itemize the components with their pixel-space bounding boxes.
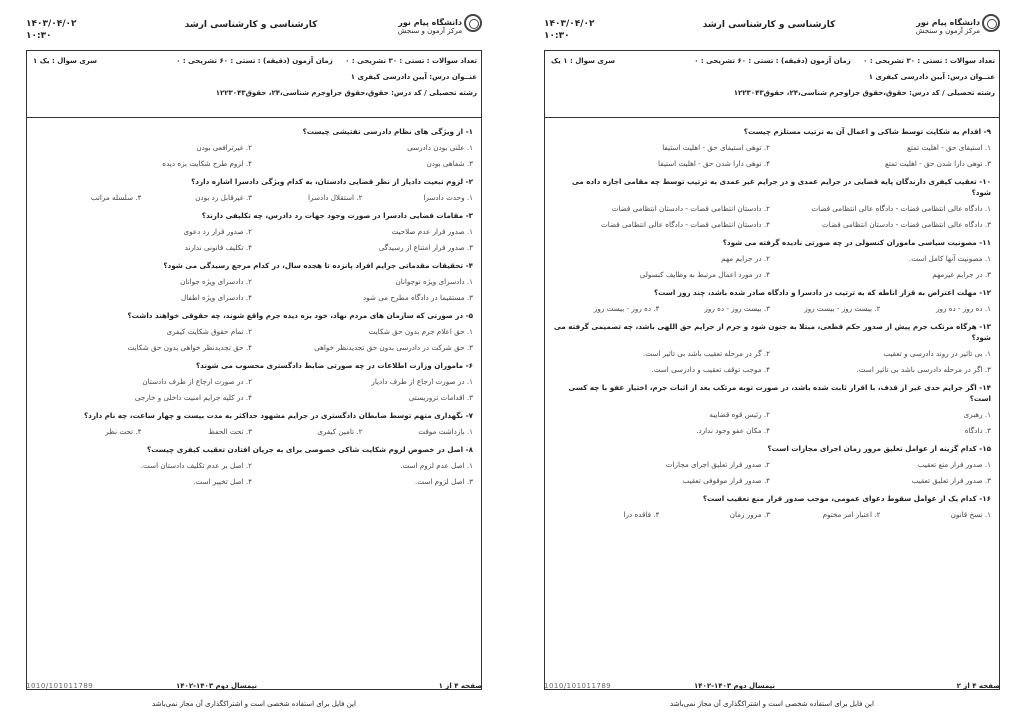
question-list bbox=[27, 118, 481, 486]
question-text: ۱۰- تعقیب کیفری دارندگان پایه قضایی در جرایم عمدی و در جرایم غیر عمدی به ترتیب توسط چه مقامی اجازه داده می شود؟ bbox=[571, 177, 991, 197]
answer-option: ۴. در کلیه جرایم امنیت داخلی و خارجی bbox=[134, 393, 252, 402]
answer-option: ۴. تحت نظر bbox=[105, 427, 142, 436]
answer-option: ۱. دادسرای ویژه نوجوانان bbox=[395, 277, 473, 286]
question-list bbox=[545, 118, 999, 519]
answer-option: ۱. اصل عدم لزوم است. bbox=[400, 461, 473, 470]
answer-option: ۳. در جرایم غیرمهم bbox=[932, 270, 991, 279]
answer-option: ۴. صدور قرار موقوفی تعقیب bbox=[682, 476, 770, 485]
answer-option: ۱. بازداشت موقت bbox=[418, 427, 473, 436]
question-text: ۱۵- کدام گزینه از عوامل تعلیق مرور زمان اجرای مجازات است؟ bbox=[767, 444, 991, 453]
answer-option: ۴. لزوم طرح شکایت بزه دیده bbox=[162, 159, 252, 168]
answer-option: ۱. حق اعلام جرم بدون حق شکایت bbox=[368, 327, 473, 336]
answer-option: ۱. نسخ قانون bbox=[950, 510, 991, 519]
copyright-notice: این فایل برای استفاده شخصی است و اشتراکگذاری آن مجاز نمی‌باشد bbox=[152, 700, 356, 708]
course-title: عنــوان درس: آیین دادرسی کیفری ۱ bbox=[350, 73, 477, 81]
question-item bbox=[35, 176, 473, 202]
answer-option: ۲. تامین کیفری bbox=[317, 427, 363, 436]
exam-duration: زمان آزمون (دقیقه) : تستی : ۶۰ تشریحی : ۰ bbox=[176, 57, 333, 65]
university-block bbox=[916, 18, 980, 36]
answer-option: ۴. تکلیف قانونی ندارند bbox=[184, 243, 252, 252]
answer-options bbox=[553, 410, 991, 435]
university-block bbox=[398, 18, 462, 36]
exam-code: 1010/101011789 bbox=[26, 682, 94, 690]
answer-option: ۳. صدور قرار تعلیق تعقیب bbox=[911, 476, 991, 485]
answer-option: ۱. دادگاه عالی انتظامی قضات - دادگاه عالی انتظامی قضات bbox=[811, 204, 991, 213]
page-header bbox=[544, 12, 1000, 46]
center-name: مرکز آزمون و سنجش bbox=[915, 27, 980, 35]
exam-duration: زمان آزمون (دقیقه) : تستی : ۶۰ تشریحی : ۰ bbox=[694, 57, 851, 65]
answer-option: ۴. در مورد اعمال مرتبط به وظایف کنسولی bbox=[639, 270, 770, 279]
answer-option: ۳. اقدامات تروریستی bbox=[408, 393, 473, 402]
answer-options bbox=[35, 143, 473, 168]
answer-options bbox=[35, 427, 473, 436]
question-item bbox=[35, 210, 473, 252]
page-footer bbox=[544, 682, 1000, 694]
answer-option: ۱. رهبری bbox=[963, 410, 991, 419]
question-item bbox=[35, 126, 473, 168]
answer-option: ۳. اصل لزوم است. bbox=[415, 477, 473, 486]
date-time bbox=[26, 18, 77, 42]
question-item bbox=[553, 443, 991, 485]
answer-option: ۲. گر در مرحله تعقیب باشد بی تاثیر است. bbox=[643, 349, 770, 358]
answer-option: ۲. در جرایم مهم bbox=[721, 254, 770, 263]
answer-option: ۳. مرور زمان bbox=[729, 510, 770, 519]
answer-option: ۴. فاقده درا bbox=[623, 510, 660, 519]
university-name: دانشگاه پیام نور bbox=[398, 18, 462, 27]
exam-time: ۱۰:۳۰ bbox=[26, 31, 52, 41]
answer-option: ۲. صدور قرار رد دعوی bbox=[183, 227, 252, 236]
answer-option: ۳. تحت الحفظ bbox=[208, 427, 252, 436]
answer-option: ۴. مکان عفو وجود ندارد. bbox=[696, 426, 770, 435]
question-text: ۲- لزوم تبعیت دادیار از نظر قضایی دادستان، به کدام ویژگی دادسرا اشاره دارد؟ bbox=[191, 177, 473, 186]
question-text: ۸- اصل در خصوص لزوم شکایت شاکی خصوصی برای به جریان افتادن تعقیب کیفری چیست؟ bbox=[147, 445, 473, 454]
answer-option: ۳. مستقیما در دادگاه مطرح می شود bbox=[362, 293, 473, 302]
question-text: ۱۳- هرگاه مرتکب جرم پیش از صدور حکم قطعی، مبتلا به جنون شود و جرم از جرایم حق اللهی باشد، چه تصمیمی گرفته می شود؟ bbox=[553, 322, 991, 342]
page-number: صفحه ۴ از ۲ bbox=[956, 682, 1000, 690]
answer-option: ۳. بیست روز - ده روز bbox=[704, 304, 770, 313]
answer-options bbox=[35, 461, 473, 486]
answer-option: ۲. دادسرای ویژه جوانان bbox=[180, 277, 252, 286]
answer-option: ۱. صدور قرار منع تعقیب bbox=[917, 460, 991, 469]
date-time bbox=[544, 18, 595, 42]
answer-option: ۱. علنی بودن دادرسی bbox=[407, 143, 473, 152]
answer-options bbox=[553, 204, 991, 229]
answer-option: ۱. مصونیت آنها کامل است. bbox=[908, 254, 991, 263]
degree-title: کارشناسی و کارشناسی ارشد bbox=[702, 20, 836, 30]
answer-option: ۳. دادگاه bbox=[964, 426, 991, 435]
answer-option: ۲. دادستان انتظامی قضات - دادستان انتظامی قضات bbox=[611, 204, 770, 213]
question-text: ۱۴- اگر جرایم حدی غیر از قذف، با اقرار ثابت شده باشد، در صورت توبه مرتکب بعد از اثبات جرم، اختیار عفو با چه کسی است؟ bbox=[568, 383, 991, 403]
question-item bbox=[553, 493, 991, 519]
answer-option: ۳. توهی دارا شدن حق - اهلیت تمتع bbox=[885, 159, 991, 168]
question-item bbox=[35, 360, 473, 402]
answer-option: ۱. وحدت دادسرا bbox=[423, 193, 473, 202]
question-count: تعداد سوالات : تستی : ۳۰ تشریحی : ۰ bbox=[863, 57, 995, 65]
answer-option: ۱. بی تاثیر در روند دادرسی و تعقیب bbox=[883, 349, 991, 358]
field-code: رشته تحصیلی / کد درس: حقوق،حقوق جزاوجرم شناسی،۲۴، حقوق۱۲۲۳۰۴۳ bbox=[215, 89, 477, 97]
question-series: سری سوال : ۱ یک bbox=[551, 57, 616, 65]
semester-label: نیمسال دوم ۱۴۰۳-۱۴۰۲ bbox=[176, 682, 258, 690]
answer-option: ۲. غیرترافعی بودن bbox=[196, 143, 252, 152]
answer-option: ۳. شفاهی بودن bbox=[426, 159, 473, 168]
center-name: مرکز آزمون و سنجش bbox=[397, 27, 462, 35]
question-text: ۷- نگهداری متهم توسط ضابطان دادگستری در جرایم مشهود حداکثر به مدت بیست و چهار ساعت، چه نام دارد؟ bbox=[83, 411, 473, 420]
question-text: ۹- اقدام به شکایت توسط شاکی و اعمال آن به ترتیب مستلزم چیست؟ bbox=[743, 127, 991, 136]
page-footer bbox=[26, 682, 482, 694]
question-text: ۵- در صورتی که سازمان های مردم نهاد، خود بزه دیده جرم واقع شوند، چه حقوقی خواهند داشت؟ bbox=[127, 311, 473, 320]
question-item bbox=[553, 321, 991, 374]
answer-option: ۱. صدور قرار عدم صلاحیت bbox=[391, 227, 473, 236]
copyright-notice: این فایل برای استفاده شخصی است و اشتراکگذاری آن مجاز نمی‌باشد bbox=[670, 700, 874, 708]
university-name: دانشگاه پیام نور bbox=[916, 18, 980, 27]
answer-option: ۴. موجب توقف تعقیب و دادرسی است. bbox=[651, 365, 770, 374]
answer-option: ۲. در صورت ارجاع از طرف دادستان bbox=[142, 377, 252, 386]
question-sheet bbox=[544, 50, 1000, 690]
answer-options bbox=[35, 327, 473, 352]
exam-code: 1010/101011789 bbox=[544, 682, 612, 690]
answer-option: ۱. ده روز - ده روز bbox=[936, 304, 991, 313]
answer-option: ۴. اصل تخییر است. bbox=[193, 477, 252, 486]
answer-option: ۲. توهی استیفای حق - اهلیت استیفا bbox=[662, 143, 770, 152]
answer-option: ۲. اعتبار امر مختوم bbox=[822, 510, 881, 519]
question-text: ۱۲- مهلت اعتراض به قرار اناطه که به ترتیب در دادسرا و دادگاه صادر شده باشد، چند روز است؟ bbox=[654, 288, 991, 297]
question-item bbox=[553, 237, 991, 279]
answer-option: ۳. غیرقابل رد بودن bbox=[195, 193, 252, 202]
answer-options bbox=[553, 460, 991, 485]
exam-date: ۱۴۰۳/۰۴/۰۲ bbox=[544, 19, 595, 29]
question-count: تعداد سوالات : تستی : ۳۰ تشریحی : ۰ bbox=[345, 57, 477, 65]
page-header bbox=[26, 12, 482, 46]
question-item bbox=[35, 410, 473, 436]
answer-options bbox=[553, 304, 991, 313]
question-text: ۱۱- مصونیت سیاسی ماموران کنسولی در چه صورتی نادیده گرفته می شود؟ bbox=[722, 238, 991, 247]
course-title: عنــوان درس: آیین دادرسی کیفری ۱ bbox=[868, 73, 995, 81]
answer-option: ۳. اگر در مرحله دادرسی باشد بی تاثیر است. bbox=[856, 365, 991, 374]
question-sheet bbox=[26, 50, 482, 690]
answer-option: ۳. دادگاه عالی انتظامی قضات - دادستان انتظامی قضات bbox=[822, 220, 991, 229]
exam-page-left bbox=[10, 6, 496, 712]
exam-time: ۱۰:۳۰ bbox=[544, 31, 570, 41]
answer-option: ۴. دادستان انتظامی قضات - دادگاه عالی انتظامی قضات bbox=[601, 220, 770, 229]
question-item bbox=[553, 176, 991, 229]
answer-option: ۲. استقلال دادسرا bbox=[308, 193, 363, 202]
question-item bbox=[35, 444, 473, 486]
answer-options bbox=[35, 227, 473, 252]
exam-info bbox=[545, 51, 999, 118]
answer-option: ۴. دادسرای ویژه اطفال bbox=[181, 293, 252, 302]
answer-option: ۲. رئیس قوه قضاییه bbox=[709, 410, 770, 419]
answer-option: ۲. تمام حقوق شکایت کیفری bbox=[166, 327, 252, 336]
exam-info bbox=[27, 51, 481, 118]
page-number: صفحه ۴ از ۱ bbox=[438, 682, 482, 690]
university-logo-icon bbox=[982, 14, 1000, 32]
answer-option: ۲. بیست روز - بیست روز bbox=[804, 304, 881, 313]
question-text: ۶- ماموران وزارت اطلاعات در چه صورتی ضابط دادگستری محسوب می شوند؟ bbox=[196, 361, 473, 370]
answer-options bbox=[553, 349, 991, 374]
answer-option: ۱. استیفای حق - اهلیت تمتع bbox=[907, 143, 991, 152]
question-item bbox=[553, 126, 991, 168]
question-item bbox=[35, 260, 473, 302]
question-item bbox=[553, 287, 991, 313]
question-series: سری سوال : یک ۱ bbox=[33, 57, 98, 65]
answer-options bbox=[553, 143, 991, 168]
answer-options bbox=[35, 277, 473, 302]
question-text: ۱۶- کدام یک از عوامل سقوط دعوای عمومی، موجب صدور قرار منع تعقیب است؟ bbox=[702, 494, 991, 503]
field-code: رشته تحصیلی / کد درس: حقوق،حقوق جزاوجرم شناسی،۲۴، حقوق۱۲۲۳۰۴۳ bbox=[733, 89, 995, 97]
exam-counts bbox=[166, 57, 477, 65]
question-text: ۱- از ویژگی های نظام دادرسی تفتیشی چیست؟ bbox=[302, 127, 473, 136]
answer-options bbox=[553, 510, 991, 519]
answer-options bbox=[35, 377, 473, 402]
answer-option: ۳. حق شرکت در دادرسی بدون حق تجدیدنظر خواهی bbox=[314, 343, 473, 352]
answer-option: ۲. اصل بر عدم تکلیف دادستان است. bbox=[140, 461, 252, 470]
exam-page-right bbox=[528, 6, 1014, 712]
answer-option: ۴. حق تجدیدنظر خواهی بدون حق شکایت bbox=[127, 343, 252, 352]
answer-option: ۴. ده روز - بیست روز bbox=[593, 304, 660, 313]
question-text: ۴- تحقیقات مقدماتی جرایم افراد پانزده تا هجده سال، در کدام مرجع رسیدگی می شود؟ bbox=[163, 261, 473, 270]
question-item bbox=[35, 310, 473, 352]
answer-options bbox=[35, 193, 473, 202]
answer-options bbox=[553, 254, 991, 279]
answer-option: ۲. صدور قرار تعلیق اجرای مجازات bbox=[665, 460, 770, 469]
answer-option: ۱. در صورت ارجاع از طرف دادیار bbox=[371, 377, 473, 386]
answer-option: ۴. توهی دارا شدن حق - اهلیت استیفا bbox=[658, 159, 770, 168]
answer-option: ۴. سلسله مراتب bbox=[90, 193, 142, 202]
exam-counts bbox=[684, 57, 995, 65]
answer-option: ۳. صدور قرار امتناع از رسیدگی bbox=[378, 243, 473, 252]
university-logo-icon bbox=[464, 14, 482, 32]
degree-title: کارشناسی و کارشناسی ارشد bbox=[184, 20, 318, 30]
exam-date: ۱۴۰۳/۰۴/۰۲ bbox=[26, 19, 77, 29]
semester-label: نیمسال دوم ۱۴۰۳-۱۴۰۲ bbox=[694, 682, 776, 690]
question-text: ۳- مقامات قضایی دادسرا در صورت وجود جهات رد دادرس، چه تکلیفی دارند؟ bbox=[201, 211, 473, 220]
question-item bbox=[553, 382, 991, 435]
